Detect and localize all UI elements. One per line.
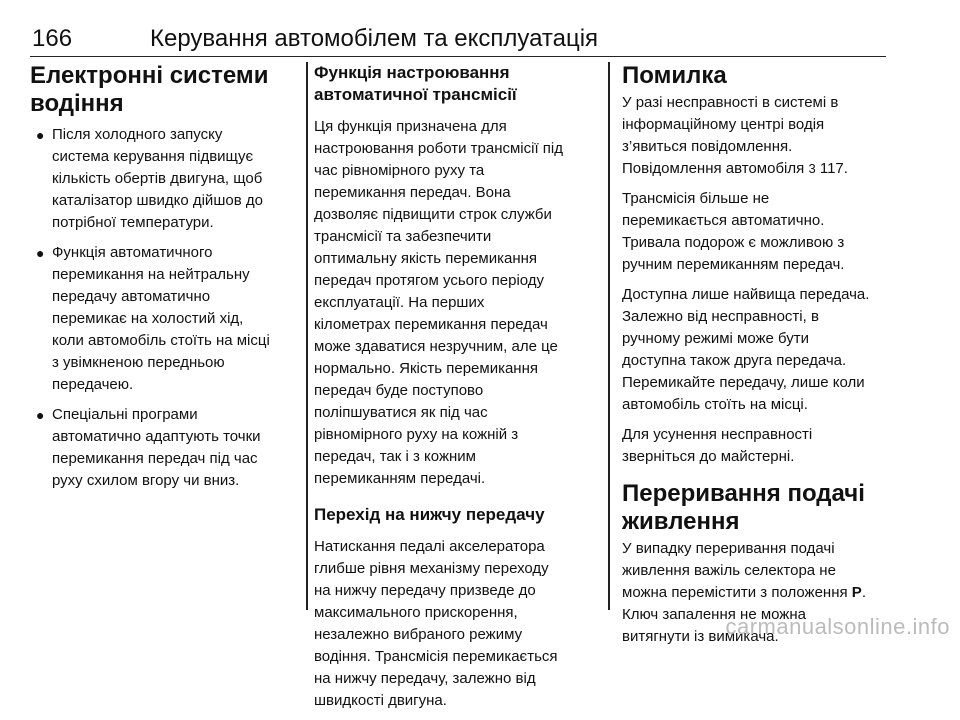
bullet-list bbox=[30, 124, 300, 492]
cross-reference-text: Повідомлення автомобіля bbox=[622, 160, 805, 177]
list-item: ● Після холодного запуску система керування підвищує кількість обертів двигуна, щоб каталізатор швидко дійшов до потрібної температури. bbox=[36, 126, 263, 231]
section-heading-power-interruption: Переривання подачі живлення bbox=[622, 480, 865, 535]
column-2 bbox=[314, 62, 604, 720]
paragraph: У випадку переривання подачі живлення важіль селектора не можна перемістити з положення P. Ключ запалення не можна витягнути із вимикача. bbox=[622, 540, 866, 645]
page-running-title: Керування автомобілем та експлуатація bbox=[150, 25, 599, 52]
list-item: ● Функція автоматичного перемикання на нейтральну передачу автоматично перемикає на холостий хід, коли автомобіль стоїть на місці з увімкненою передньою передачею. bbox=[36, 244, 270, 393]
column-divider bbox=[608, 62, 610, 610]
column-3 bbox=[622, 62, 894, 656]
bullet-icon: ● bbox=[36, 127, 45, 143]
paragraph: Для усунення несправності зверніться до майстерні. bbox=[622, 426, 813, 465]
column-1 bbox=[30, 62, 300, 500]
bullet-icon: ● bbox=[36, 407, 45, 423]
paragraph: Натискання педалі акселератора глибше рівня механізму переходу на нижчу передачу призведе до максимального прискорення, незалежно вибраного режиму водіння. Трансмісія перемикається на нижчу передачу, залежно від швидкості двигуна. bbox=[314, 538, 558, 709]
bullet-icon: ● bbox=[36, 245, 45, 261]
page-number: 166 bbox=[32, 25, 73, 52]
column-divider bbox=[306, 62, 308, 610]
section-heading-electronic-driving-systems: Електронні системи водіння bbox=[30, 62, 269, 117]
watermark: carmanualsonline.info bbox=[725, 614, 950, 639]
paragraph: Трансмісія більше не перемикається автоматично. Тривала подорож є можливою з ручним перемиканням передач. bbox=[622, 190, 845, 273]
paragraph: Ця функція призначена для настроювання роботи трансмісії під час рівномірного руху та перемикання передач. Вона дозволяє підвищити строк служби трансмісії та забезпечити оптимальну якість перемикання передач протягом усього періоду експлуатації. На перших кілометрах перемикання передач може здаватися незручним, але це нормально. Якість перемикання передач буде поступово поліпшуватися як під час рівномірного руху на кожній з передач, так і з кожним перемиканням передачі. bbox=[314, 118, 563, 487]
section-heading-kickdown: Перехід на нижчу передачу bbox=[314, 505, 545, 524]
page-reference-arrow-icon: 3 bbox=[808, 161, 816, 176]
page-header bbox=[30, 22, 886, 57]
gear-position-p: P bbox=[851, 584, 862, 601]
cross-reference-page[interactable]: 117. bbox=[819, 160, 848, 177]
list-item: ● Спеціальні програми автоматично адаптують точки перемикання передач під час руху схилом вгору чи вниз. bbox=[36, 406, 261, 489]
section-heading-transmission-adaptation: Функція настроювання автоматичної трансмісії bbox=[314, 63, 517, 104]
section-heading-fault: Помилка bbox=[622, 62, 727, 89]
paragraph: Доступна лише найвища передача. Залежно від несправності, в ручному режимі може бути доступна також друга передача. Перемикайте передачу, лише коли автомобіль стоїть на місці. bbox=[622, 286, 870, 413]
paragraph: У разі несправності в системі в інформаційному центрі водія з’явиться повідомлення. Повідомлення автомобіля 3 117. bbox=[622, 94, 848, 177]
